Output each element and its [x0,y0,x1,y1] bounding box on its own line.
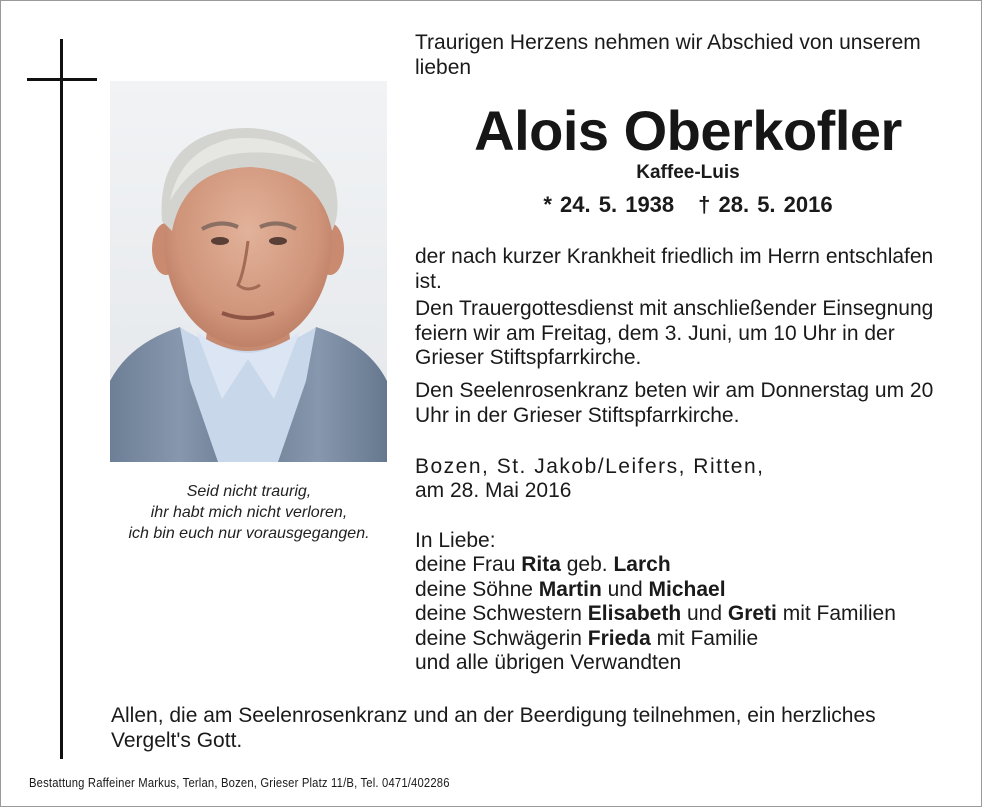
family-line: deine Schwestern Elisabeth und Greti mit Familien [415,602,896,625]
cross-vertical-bar [60,39,63,759]
paragraph-rosary: Den Seelenrosenkranz beten wir am Donnerstag um 20 Uhr in der Grieser Stiftspfarrkirche. [415,379,934,427]
paragraph-funeral-service: Den Trauergottesdienst mit anschließender Einsegnung feiern wir am Freitag, dem 3. Juni, um 10 Uhr in der Grieser Stiftspfarrkirche. [415,297,934,369]
family-line: deine Frau Rita geb. Larch [415,553,671,576]
thanks-text: Allen, die am Seelenrosenkranz und an der Beerdigung teilnehmen, ein herzliches Vergelt's Gott. [111,704,876,752]
family-member-name: Greti [727,602,777,625]
paragraph-passing: der nach kurzer Krankheit friedlich im Herrn entschlafen ist. [415,245,934,293]
death-date: † 28. 5. 2016 [698,192,833,217]
family-member-name: Elisabeth [587,602,682,625]
funeral-home-footer: Bestattung Raffeiner Markus, Terlan, Bozen, Grieser Platz 11/B, Tel. 0471/402286 [29,776,450,790]
portrait-photo [110,81,387,462]
birth-date: * 24. 5. 1938 [543,192,675,217]
family-line: deine Söhne Martin und Michael [415,577,726,601]
deceased-nickname: Kaffee-Luis [636,162,740,183]
intro-text: Traurigen Herzens nehmen wir Abschied von unserem lieben [415,31,921,79]
in-liebe-heading: In Liebe: [415,529,496,552]
family-member-name: Rita [521,553,561,576]
family-list [415,553,961,676]
family-member-name: Michael [648,577,726,601]
deceased-name: Alois Oberkofler [474,99,902,162]
quote-line: Seid nicht traurig, [186,483,312,500]
family-line: und alle übrigen Verwandten [415,651,682,674]
family-member-name: Frieda [587,626,651,650]
quote-line: ich bin euch nur vorausgegangen. [128,525,370,542]
life-dates [415,191,961,219]
family-member-name: Martin [538,577,602,601]
family-line: deine Schwägerin Frieda mit Familie [415,626,759,650]
cross-horizontal-bar [27,78,97,81]
memorial-quote [99,481,399,544]
place-line: Bozen, St. Jakob/Leifers, Ritten, [415,455,765,478]
family-member-name: Larch [613,553,671,576]
date-line: am 28. Mai 2016 [415,479,572,502]
quote-line: ihr habt mich nicht verloren, [150,504,348,521]
